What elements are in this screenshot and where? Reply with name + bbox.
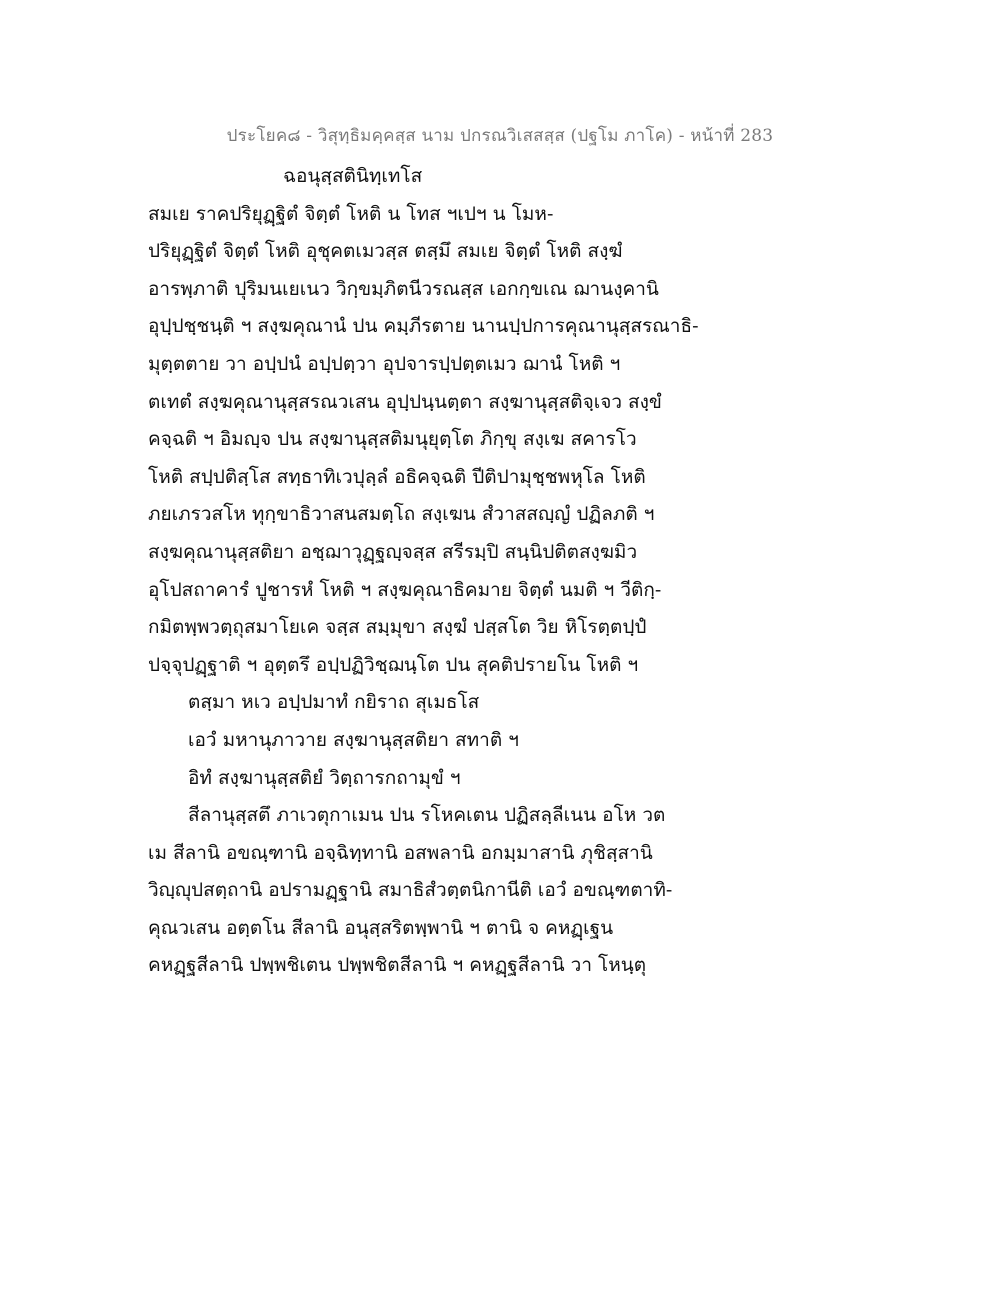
running-header: ประโยค๘ - วิสุทฺธิมคฺคสฺส นาม ปกรณวิเสสสฺส (ปฐโม ภาโค) - หน้าที่ 283 (226, 126, 774, 146)
text-line: เม สีลานิ อขณฺฑานิ อจฺฉิทฺทานิ อสพลานิ อกมฺมาสานิ ภุชิสฺสานิ (148, 841, 653, 864)
text-line: โหติ สปฺปติสฺโส สทฺธาทิเวปุลฺลํ อธิคจฺฉติ ปีติปามุชฺชพหุโล โหติ (148, 465, 646, 488)
text-line: สงฺฆคุณานุสฺสติยา อชฺฌาวุฏฺฐญฺจสฺส สรีรมฺปิ สนฺนิปติตสงฺฆมิว (148, 540, 638, 563)
text-line: มุตฺตตาย วา อปฺปนํ อปฺปตฺวา อุปจารปฺปตฺตเมว ฌานํ โหติ ฯ (148, 352, 621, 375)
text-line: วิญฺญุปสตฺถานิ อปรามฏฺฐานิ สมาธิสํวตฺตนิกานีติ เอวํ อขณฺฑตาทิ- (148, 879, 673, 902)
closing-line: อิทํ สงฺฆานุสฺสติยํ วิตฺถารกถามุขํ ฯ (188, 766, 461, 789)
text-line: อารพฺภาติ ปุริมนเยเนว วิกฺขมฺภิตนีวรณสฺส เอกกฺขเณ ฌานงฺคานิ (148, 277, 659, 300)
text-line: คุณวเสน อตฺตโน สีลานิ อนุสฺสริตพฺพานิ ฯ ตานิ จ คหฏฺเฐน (148, 916, 614, 939)
paragraph-start-line: สีลานุสฺสตึ ภาเวตุกาเมน ปน รโหคเตน ปฏิสลฺลีเนน อโห วต (188, 804, 666, 827)
text-line: ภยเภรวสโห ทุกฺขาธิวาสนสมตฺโถ สงฺเฆน สํวาสสญฺญํ ปฏิลภติ ฯ (148, 503, 655, 526)
text-line: คจฺฉติ ฯ อิมญฺจ ปน สงฺฆานุสฺสติมนุยุตฺโต ภิกฺขุ สงฺเฆ สคารโว (148, 428, 637, 451)
body-text (148, 158, 868, 985)
section-title: ฉอนุสฺสตินิทฺเทโส (283, 165, 423, 187)
text-line: อุโปสถาคารํ ปูชารหํ โหติ ฯ สงฺฆคุณาธิคมาย จิตฺตํ นมติ ฯ วีติกฺ- (148, 578, 662, 601)
text-line: อุปฺปชฺชนฺติ ฯ สงฺฆคุณานํ ปน คมฺภีรตาย นานปฺปการคุณานุสฺสรณาธิ- (148, 315, 699, 338)
text-line: ปจฺจุปฏฺฐาติ ฯ อุตฺตรึ อปฺปฏิวิชฺฌนฺโต ปน สุคติปรายโน โหติ ฯ (148, 653, 639, 676)
verse-line: ตสฺมา หเว อปฺปมาทํ กยิราถ สุเมธโส (188, 691, 480, 714)
text-line: ปริยุฏฺฐิตํ จิตฺตํ โหติ อุชุคตเมวสฺส ตสฺมึ สมเย จิตฺตํ โหติ สงฺฆํ (148, 240, 623, 263)
text-line: คหฏฺฐสีลานิ ปพฺพชิเตน ปพฺพชิตสีลานิ ฯ คหฏฺฐสีลานิ วา โหนฺตุ (148, 954, 647, 977)
verse-line: เอวํ มหานุภาวาย สงฺฆานุสฺสติยา สทาติ ฯ (188, 728, 519, 751)
text-line: กมิตพฺพวตฺถุสมาโยเค จสฺส สมฺมุขา สงฺฆํ ปสฺสโต วิย หิโรตฺตปฺปํ (148, 616, 647, 639)
text-line: ตเทตํ สงฺฆคุณานุสฺสรณวเสน อุปฺปนฺนตฺตา สงฺฆานุสฺสติจฺเจว สงฺขํ (148, 390, 662, 413)
text-line: สมเย ราคปริยุฏฺฐิตํ จิตฺตํ โหติ น โทส ฯเปฯ น โมห- (148, 202, 554, 225)
